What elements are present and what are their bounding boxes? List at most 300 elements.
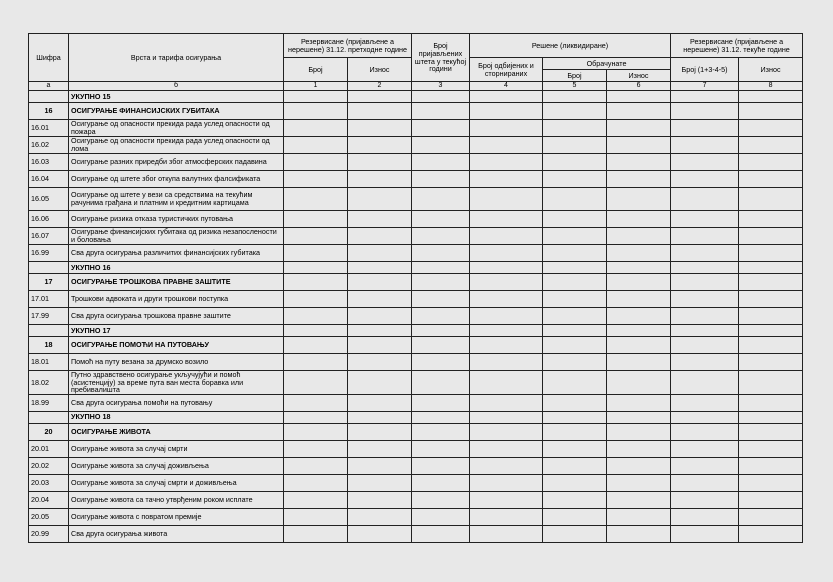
value-cell-col-5[interactable]: [543, 137, 607, 154]
value-cell-col-3[interactable]: [412, 188, 470, 211]
value-cell-col-1[interactable]: [284, 411, 348, 423]
row-insurance-type: ОСИГУРАЊЕ ТРОШКОВА ПРАВНЕ ЗАШТИТЕ: [69, 274, 284, 291]
row-code: 16: [29, 103, 69, 120]
row-code: [29, 411, 69, 423]
value-cell-col-5[interactable]: [543, 211, 607, 228]
value-cell-col-8[interactable]: [739, 508, 803, 525]
value-cell-col-5[interactable]: [543, 474, 607, 491]
value-cell-col-5[interactable]: [543, 120, 607, 137]
value-cell-col-5[interactable]: [543, 440, 607, 457]
value-cell-col-2[interactable]: [348, 308, 412, 325]
row-insurance-type: Осигурање живота с повратом премије: [69, 508, 284, 525]
value-cell-col-1[interactable]: [284, 308, 348, 325]
value-cell-col-1[interactable]: [284, 508, 348, 525]
value-cell-col-7[interactable]: [671, 137, 739, 154]
row-insurance-type: Осигурање од опасности прекида рада услед опасности од лома: [69, 137, 284, 154]
value-cell-col-7[interactable]: [671, 274, 739, 291]
value-cell-col-4[interactable]: [470, 274, 543, 291]
value-cell-col-3[interactable]: [412, 440, 470, 457]
value-cell-col-2[interactable]: [348, 440, 412, 457]
row-code: 20.01: [29, 440, 69, 457]
header-reserved-curr-amount: Износ: [739, 58, 803, 82]
table-row: [29, 525, 803, 542]
header-calculated: Обрачунате: [543, 58, 671, 70]
value-cell-col-8[interactable]: [739, 525, 803, 542]
header-calculated-count: Број: [543, 70, 607, 82]
value-cell-col-3[interactable]: [412, 274, 470, 291]
value-cell-col-1[interactable]: [284, 525, 348, 542]
value-cell-col-1[interactable]: [284, 120, 348, 137]
row-code: [29, 325, 69, 337]
row-code: 20.99: [29, 525, 69, 542]
row-code: 16.06: [29, 211, 69, 228]
value-cell-col-4[interactable]: [470, 171, 543, 188]
value-cell-col-4[interactable]: [470, 228, 543, 245]
value-cell-col-1[interactable]: [284, 137, 348, 154]
value-cell-col-2[interactable]: [348, 423, 412, 440]
value-cell-col-4[interactable]: [470, 291, 543, 308]
table-row: [29, 245, 803, 262]
column-number: а: [29, 82, 69, 91]
value-cell-col-1[interactable]: [284, 371, 348, 395]
column-number: 5: [543, 82, 607, 91]
value-cell-col-8[interactable]: [739, 137, 803, 154]
header-resolved: Решене (ликвидиране): [470, 34, 671, 58]
value-cell-col-8[interactable]: [739, 491, 803, 508]
value-cell-col-3[interactable]: [412, 337, 470, 354]
value-cell-col-3[interactable]: [412, 525, 470, 542]
value-cell-col-1[interactable]: [284, 291, 348, 308]
value-cell-col-8[interactable]: [739, 91, 803, 103]
value-cell-col-2[interactable]: [348, 211, 412, 228]
value-cell-col-8[interactable]: [739, 325, 803, 337]
value-cell-col-5[interactable]: [543, 188, 607, 211]
table-row: [29, 474, 803, 491]
row-code: 20.05: [29, 508, 69, 525]
row-insurance-type: Осигурање живота за случај доживљења: [69, 457, 284, 474]
value-cell-col-8[interactable]: [739, 171, 803, 188]
row-code: 17.99: [29, 308, 69, 325]
value-cell-col-2[interactable]: [348, 262, 412, 274]
value-cell-col-6[interactable]: [607, 394, 671, 411]
header-reserved-current-year: Резервисане (пријављене а нерешене) 31.12. текуће године: [671, 34, 803, 58]
value-cell-col-2[interactable]: [348, 325, 412, 337]
column-number: 7: [671, 82, 739, 91]
value-cell-col-3[interactable]: [412, 291, 470, 308]
value-cell-col-2[interactable]: [348, 274, 412, 291]
value-cell-col-6[interactable]: [607, 457, 671, 474]
value-cell-col-5[interactable]: [543, 508, 607, 525]
table-row: [29, 262, 803, 274]
value-cell-col-4[interactable]: [470, 154, 543, 171]
value-cell-col-1[interactable]: [284, 337, 348, 354]
value-cell-col-6[interactable]: [607, 474, 671, 491]
value-cell-col-2[interactable]: [348, 171, 412, 188]
value-cell-col-5[interactable]: [543, 245, 607, 262]
value-cell-col-8[interactable]: [739, 308, 803, 325]
value-cell-col-5[interactable]: [543, 154, 607, 171]
row-insurance-type: ОСИГУРАЊЕ ПОМОЋИ НА ПУТОВАЊУ: [69, 337, 284, 354]
value-cell-col-4[interactable]: [470, 440, 543, 457]
value-cell-col-4[interactable]: [470, 457, 543, 474]
value-cell-col-2[interactable]: [348, 371, 412, 395]
row-insurance-type: УКУПНО 18: [69, 411, 284, 423]
value-cell-col-4[interactable]: [470, 394, 543, 411]
value-cell-col-3[interactable]: [412, 491, 470, 508]
value-cell-col-8[interactable]: [739, 228, 803, 245]
value-cell-col-7[interactable]: [671, 291, 739, 308]
value-cell-col-7[interactable]: [671, 423, 739, 440]
value-cell-col-6[interactable]: [607, 337, 671, 354]
value-cell-col-7[interactable]: [671, 371, 739, 395]
row-code: 20.02: [29, 457, 69, 474]
header-claims-current-year: Број пријављених штета у текућој години: [412, 34, 470, 82]
value-cell-col-6[interactable]: [607, 371, 671, 395]
value-cell-col-6[interactable]: [607, 325, 671, 337]
value-cell-col-5[interactable]: [543, 171, 607, 188]
table-row: [29, 508, 803, 525]
value-cell-col-5[interactable]: [543, 354, 607, 371]
header-reserved-prev-amount: Износ: [348, 58, 412, 82]
value-cell-col-3[interactable]: [412, 371, 470, 395]
value-cell-col-6[interactable]: [607, 103, 671, 120]
row-code: [29, 262, 69, 274]
value-cell-col-3[interactable]: [412, 457, 470, 474]
value-cell-col-8[interactable]: [739, 291, 803, 308]
row-code: 16.04: [29, 171, 69, 188]
value-cell-col-1[interactable]: [284, 245, 348, 262]
value-cell-col-8[interactable]: [739, 245, 803, 262]
value-cell-col-4[interactable]: [470, 325, 543, 337]
value-cell-col-5[interactable]: [543, 457, 607, 474]
value-cell-col-8[interactable]: [739, 103, 803, 120]
value-cell-col-2[interactable]: [348, 154, 412, 171]
value-cell-col-6[interactable]: [607, 137, 671, 154]
value-cell-col-2[interactable]: [348, 525, 412, 542]
value-cell-col-3[interactable]: [412, 91, 470, 103]
value-cell-col-5[interactable]: [543, 228, 607, 245]
table-row: [29, 325, 803, 337]
row-code: 20.03: [29, 474, 69, 491]
value-cell-col-6[interactable]: [607, 211, 671, 228]
table-row: [29, 91, 803, 103]
value-cell-col-3[interactable]: [412, 262, 470, 274]
value-cell-col-6[interactable]: [607, 188, 671, 211]
value-cell-col-2[interactable]: [348, 411, 412, 423]
value-cell-col-3[interactable]: [412, 394, 470, 411]
value-cell-col-8[interactable]: [739, 262, 803, 274]
value-cell-col-7[interactable]: [671, 120, 739, 137]
value-cell-col-4[interactable]: [470, 103, 543, 120]
value-cell-col-5[interactable]: [543, 103, 607, 120]
value-cell-col-4[interactable]: [470, 308, 543, 325]
row-insurance-type: Сва друга осигурања живота: [69, 525, 284, 542]
value-cell-col-8[interactable]: [739, 211, 803, 228]
row-code: 18: [29, 337, 69, 354]
value-cell-col-7[interactable]: [671, 154, 739, 171]
value-cell-col-4[interactable]: [470, 262, 543, 274]
value-cell-col-6[interactable]: [607, 508, 671, 525]
value-cell-col-7[interactable]: [671, 491, 739, 508]
value-cell-col-2[interactable]: [348, 508, 412, 525]
value-cell-col-3[interactable]: [412, 154, 470, 171]
value-cell-col-2[interactable]: [348, 291, 412, 308]
value-cell-col-4[interactable]: [470, 491, 543, 508]
value-cell-col-3[interactable]: [412, 120, 470, 137]
value-cell-col-3[interactable]: [412, 211, 470, 228]
value-cell-col-7[interactable]: [671, 411, 739, 423]
table-row: [29, 103, 803, 120]
row-code: 16.02: [29, 137, 69, 154]
value-cell-col-6[interactable]: [607, 308, 671, 325]
value-cell-col-5[interactable]: [543, 274, 607, 291]
table-row: [29, 440, 803, 457]
value-cell-col-4[interactable]: [470, 423, 543, 440]
value-cell-col-7[interactable]: [671, 394, 739, 411]
value-cell-col-3[interactable]: [412, 423, 470, 440]
value-cell-col-1[interactable]: [284, 188, 348, 211]
value-cell-col-7[interactable]: [671, 262, 739, 274]
row-code: 16.01: [29, 120, 69, 137]
row-code: 16.05: [29, 188, 69, 211]
value-cell-col-1[interactable]: [284, 491, 348, 508]
row-insurance-type: Осигурање од опасности прекида рада услед опасности од пожара: [69, 120, 284, 137]
value-cell-col-2[interactable]: [348, 474, 412, 491]
value-cell-col-3[interactable]: [412, 103, 470, 120]
value-cell-col-7[interactable]: [671, 211, 739, 228]
value-cell-col-6[interactable]: [607, 440, 671, 457]
value-cell-col-8[interactable]: [739, 274, 803, 291]
row-insurance-type: ОСИГУРАЊЕ ЖИВОТА: [69, 423, 284, 440]
table-row: [29, 337, 803, 354]
value-cell-col-7[interactable]: [671, 325, 739, 337]
value-cell-col-5[interactable]: [543, 371, 607, 395]
value-cell-col-7[interactable]: [671, 228, 739, 245]
value-cell-col-2[interactable]: [348, 120, 412, 137]
row-code: 17.01: [29, 291, 69, 308]
value-cell-col-1[interactable]: [284, 354, 348, 371]
value-cell-col-4[interactable]: [470, 411, 543, 423]
value-cell-col-2[interactable]: [348, 188, 412, 211]
value-cell-col-5[interactable]: [543, 91, 607, 103]
value-cell-col-5[interactable]: [543, 262, 607, 274]
row-code: [29, 91, 69, 103]
value-cell-col-7[interactable]: [671, 91, 739, 103]
column-number: 2: [348, 82, 412, 91]
column-number: 4: [470, 82, 543, 91]
value-cell-col-1[interactable]: [284, 457, 348, 474]
value-cell-col-6[interactable]: [607, 354, 671, 371]
value-cell-col-6[interactable]: [607, 154, 671, 171]
value-cell-col-2[interactable]: [348, 457, 412, 474]
value-cell-col-7[interactable]: [671, 508, 739, 525]
value-cell-col-4[interactable]: [470, 245, 543, 262]
value-cell-col-2[interactable]: [348, 354, 412, 371]
value-cell-col-7[interactable]: [671, 188, 739, 211]
row-insurance-type: УКУПНО 15: [69, 91, 284, 103]
value-cell-col-6[interactable]: [607, 411, 671, 423]
value-cell-col-5[interactable]: [543, 411, 607, 423]
value-cell-col-6[interactable]: [607, 274, 671, 291]
value-cell-col-1[interactable]: [284, 228, 348, 245]
table-row: [29, 274, 803, 291]
value-cell-col-7[interactable]: [671, 308, 739, 325]
insurance-claims-table: [28, 33, 803, 543]
row-code: 20.04: [29, 491, 69, 508]
value-cell-col-6[interactable]: [607, 171, 671, 188]
value-cell-col-4[interactable]: [470, 474, 543, 491]
value-cell-col-8[interactable]: [739, 337, 803, 354]
value-cell-col-2[interactable]: [348, 228, 412, 245]
table-row: [29, 411, 803, 423]
value-cell-col-8[interactable]: [739, 354, 803, 371]
value-cell-col-4[interactable]: [470, 371, 543, 395]
value-cell-col-8[interactable]: [739, 440, 803, 457]
value-cell-col-3[interactable]: [412, 308, 470, 325]
value-cell-col-5[interactable]: [543, 325, 607, 337]
value-cell-col-1[interactable]: [284, 211, 348, 228]
table-row: [29, 371, 803, 395]
value-cell-col-8[interactable]: [739, 188, 803, 211]
value-cell-col-7[interactable]: [671, 525, 739, 542]
value-cell-col-4[interactable]: [470, 508, 543, 525]
row-insurance-type: Трошкови адвоката и други трошкови поступка: [69, 291, 284, 308]
value-cell-col-5[interactable]: [543, 337, 607, 354]
table-row: [29, 211, 803, 228]
value-cell-col-5[interactable]: [543, 423, 607, 440]
column-number-row: [29, 82, 803, 91]
row-insurance-type: Осигурање разних приредби због атмосферских падавина: [69, 154, 284, 171]
value-cell-col-6[interactable]: [607, 91, 671, 103]
value-cell-col-1[interactable]: [284, 91, 348, 103]
value-cell-col-3[interactable]: [412, 474, 470, 491]
value-cell-col-3[interactable]: [412, 325, 470, 337]
value-cell-col-5[interactable]: [543, 394, 607, 411]
value-cell-col-8[interactable]: [739, 371, 803, 395]
value-cell-col-7[interactable]: [671, 337, 739, 354]
value-cell-col-3[interactable]: [412, 354, 470, 371]
row-insurance-type: Помоћ на путу везана за друмско возило: [69, 354, 284, 371]
table-row: [29, 291, 803, 308]
value-cell-col-3[interactable]: [412, 171, 470, 188]
value-cell-col-7[interactable]: [671, 171, 739, 188]
value-cell-col-2[interactable]: [348, 137, 412, 154]
table-row: [29, 137, 803, 154]
value-cell-col-2[interactable]: [348, 394, 412, 411]
value-cell-col-1[interactable]: [284, 103, 348, 120]
row-code: 18.99: [29, 394, 69, 411]
value-cell-col-6[interactable]: [607, 491, 671, 508]
value-cell-col-8[interactable]: [739, 474, 803, 491]
row-insurance-type: Сва друга осигурања помоћи на путовању: [69, 394, 284, 411]
value-cell-col-3[interactable]: [412, 137, 470, 154]
value-cell-col-8[interactable]: [739, 154, 803, 171]
value-cell-col-2[interactable]: [348, 245, 412, 262]
header-reserved-prev-count: Број: [284, 58, 348, 82]
table-body: [29, 91, 803, 543]
value-cell-col-7[interactable]: [671, 103, 739, 120]
value-cell-col-1[interactable]: [284, 440, 348, 457]
value-cell-col-1[interactable]: [284, 262, 348, 274]
value-cell-col-4[interactable]: [470, 354, 543, 371]
row-code: 20: [29, 423, 69, 440]
value-cell-col-4[interactable]: [470, 211, 543, 228]
table-row: [29, 308, 803, 325]
row-code: 18.01: [29, 354, 69, 371]
value-cell-col-6[interactable]: [607, 245, 671, 262]
row-insurance-type: Осигурање од штете у вези са средствима на текућим рачунима грађана и платним и кредитним картицама: [69, 188, 284, 211]
value-cell-col-5[interactable]: [543, 308, 607, 325]
row-insurance-type: Осигурање ризика отказа туристичких путовања: [69, 211, 284, 228]
header-reserved-previous-year: Резервисане (пријављене а нерешене) 31.12. претходне године: [284, 34, 412, 58]
row-insurance-type: Сва друга осигурања трошкова правне заштите: [69, 308, 284, 325]
value-cell-col-3[interactable]: [412, 228, 470, 245]
value-cell-col-1[interactable]: [284, 171, 348, 188]
value-cell-col-3[interactable]: [412, 508, 470, 525]
value-cell-col-5[interactable]: [543, 291, 607, 308]
value-cell-col-8[interactable]: [739, 120, 803, 137]
row-insurance-type: Путно здравствено осигурање укључујући и помоћ (асистенцију) за време пута ван места боравка или пребивалишта: [69, 371, 284, 395]
value-cell-col-7[interactable]: [671, 354, 739, 371]
value-cell-col-1[interactable]: [284, 474, 348, 491]
value-cell-col-6[interactable]: [607, 228, 671, 245]
value-cell-col-4[interactable]: [470, 525, 543, 542]
value-cell-col-2[interactable]: [348, 91, 412, 103]
value-cell-col-7[interactable]: [671, 474, 739, 491]
value-cell-col-1[interactable]: [284, 154, 348, 171]
value-cell-col-8[interactable]: [739, 423, 803, 440]
value-cell-col-7[interactable]: [671, 457, 739, 474]
value-cell-col-6[interactable]: [607, 525, 671, 542]
table-row: [29, 154, 803, 171]
value-cell-col-2[interactable]: [348, 337, 412, 354]
value-cell-col-6[interactable]: [607, 120, 671, 137]
row-code: 16.99: [29, 245, 69, 262]
value-cell-col-6[interactable]: [607, 291, 671, 308]
value-cell-col-8[interactable]: [739, 457, 803, 474]
value-cell-col-3[interactable]: [412, 411, 470, 423]
value-cell-col-4[interactable]: [470, 188, 543, 211]
value-cell-col-7[interactable]: [671, 245, 739, 262]
value-cell-col-4[interactable]: [470, 120, 543, 137]
row-code: 17: [29, 274, 69, 291]
table-row: [29, 457, 803, 474]
value-cell-col-1[interactable]: [284, 394, 348, 411]
value-cell-col-6[interactable]: [607, 423, 671, 440]
value-cell-col-4[interactable]: [470, 91, 543, 103]
value-cell-col-8[interactable]: [739, 394, 803, 411]
value-cell-col-5[interactable]: [543, 491, 607, 508]
value-cell-col-1[interactable]: [284, 423, 348, 440]
value-cell-col-4[interactable]: [470, 337, 543, 354]
value-cell-col-5[interactable]: [543, 525, 607, 542]
header-calculated-amount: Износ: [607, 70, 671, 82]
table-row: [29, 171, 803, 188]
value-cell-col-1[interactable]: [284, 274, 348, 291]
row-code: 16.07: [29, 228, 69, 245]
value-cell-col-1[interactable]: [284, 325, 348, 337]
value-cell-col-7[interactable]: [671, 440, 739, 457]
column-number: 8: [739, 82, 803, 91]
value-cell-col-2[interactable]: [348, 103, 412, 120]
header-code: Шифра: [29, 34, 69, 82]
value-cell-col-3[interactable]: [412, 245, 470, 262]
value-cell-col-2[interactable]: [348, 491, 412, 508]
row-insurance-type: ОСИГУРАЊЕ ФИНАНСИЈСКИХ ГУБИТАКА: [69, 103, 284, 120]
value-cell-col-4[interactable]: [470, 137, 543, 154]
value-cell-col-6[interactable]: [607, 262, 671, 274]
value-cell-col-8[interactable]: [739, 411, 803, 423]
